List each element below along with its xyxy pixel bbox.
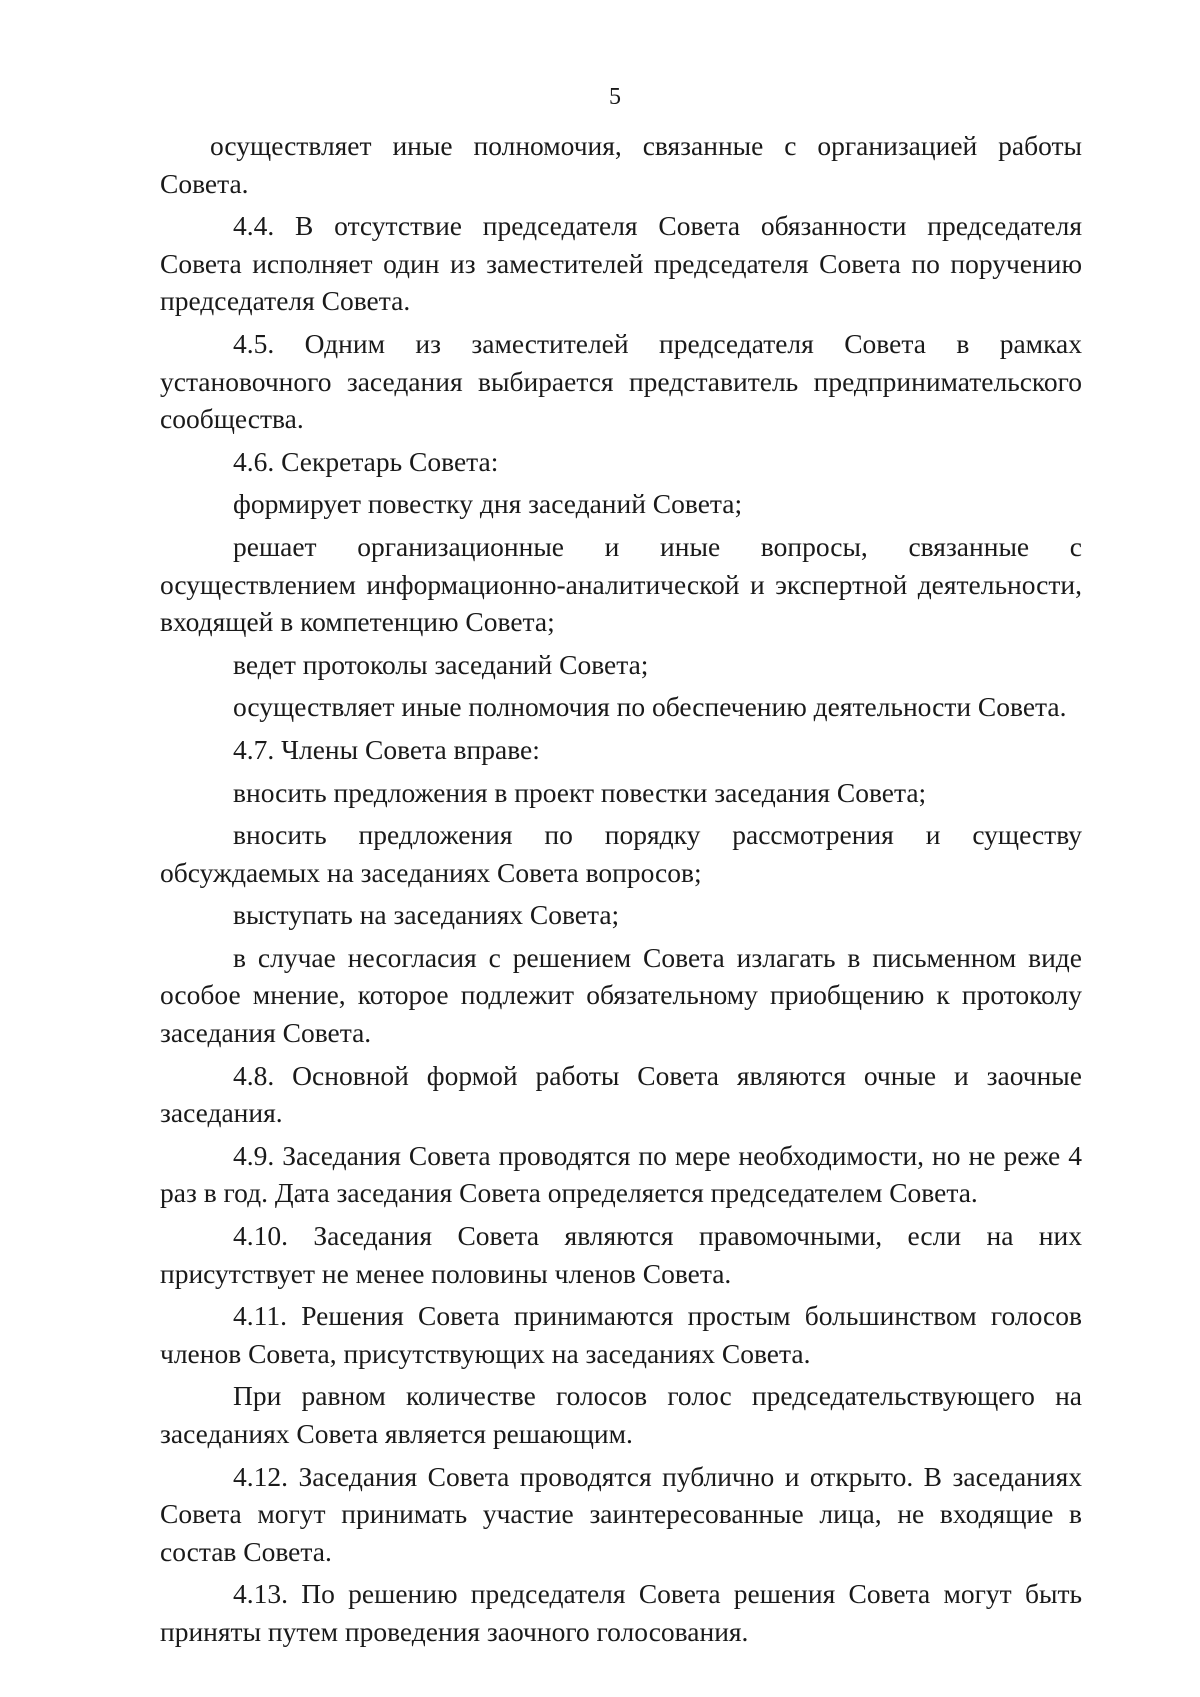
paragraph-4-4: 4.4. В отсутствие председателя Совета обязанности председателя Совета исполняет один из заместителей председателя Совета по поручению председателя Совета. [160, 210, 1082, 317]
secretary-duty-questions: решает организационные и иные вопросы, связанные с осуществлением информационно-аналитической и экспертной деятельности, входящей в компетенцию Совета; [160, 530, 1082, 638]
secretary-duty-minutes: ведет протоколы заседаний Совета; [233, 648, 649, 680]
paragraph-4-6: 4.6. Секретарь Совета: [233, 445, 499, 477]
secretary-duty-other: осуществляет иные полномочия по обеспечению деятельности Совета. [233, 691, 1067, 723]
member-right-dissent: в случае несогласия с решением Совета излагать в письменном виде особое мнение, которое подлежит обязательному приобщению к протоколу заседания Совета. [160, 941, 1082, 1049]
paragraph-4-7: 4.7. Члены Совета вправе: [233, 733, 540, 765]
paragraph-4-13: 4.13. По решению председателя Совета решения Совета могут быть приняты путем проведения заочного голосования. [160, 1578, 1082, 1647]
page-number: 5 [609, 84, 621, 110]
document-body [160, 127, 1082, 1651]
paragraph-4-11: 4.11. Решения Совета принимаются простым большинством голосов членов Совета, присутствующих на заседаниях Совета. [160, 1300, 1082, 1369]
paragraph-4-5: 4.5. Одним из заместителей председателя Совета в рамках установочного заседания выбирается представитель предпринимательского сообщества. [160, 327, 1082, 435]
paragraph-tie-vote: При равном количестве голосов голос председательствующего на заседаниях Совета является решающим. [160, 1380, 1082, 1449]
member-right-procedure: вносить предложения по порядку рассмотрения и существу обсуждаемых на заседаниях Совета вопросов; [160, 819, 1082, 888]
paragraph-4-12: 4.12. Заседания Совета проводятся публично и открыто. В заседаниях Совета могут принимать участие заинтересованные лица, не входящие в состав Совета. [160, 1460, 1082, 1567]
secretary-duty-agenda: формирует повестку дня заседаний Совета; [233, 488, 743, 520]
paragraph-continuation: осуществляет иные полномочия, связанные с организацией работы Совета. [160, 130, 1082, 199]
paragraph-4-8: 4.8. Основной формой работы Совета являются очные и заочные заседания. [160, 1059, 1082, 1129]
member-right-speak: выступать на заседаниях Совета; [233, 899, 620, 931]
member-right-proposals: вносить предложения в проект повестки заседания Совета; [233, 776, 927, 808]
paragraph-4-9: 4.9. Заседания Совета проводятся по мере необходимости, но не реже 4 раз в год. Дата заседания Совета определяется председателем Совета. [160, 1139, 1082, 1209]
paragraph-4-10: 4.10. Заседания Совета являются правомочными, если на них присутствует не менее половины членов Совета. [160, 1220, 1082, 1289]
